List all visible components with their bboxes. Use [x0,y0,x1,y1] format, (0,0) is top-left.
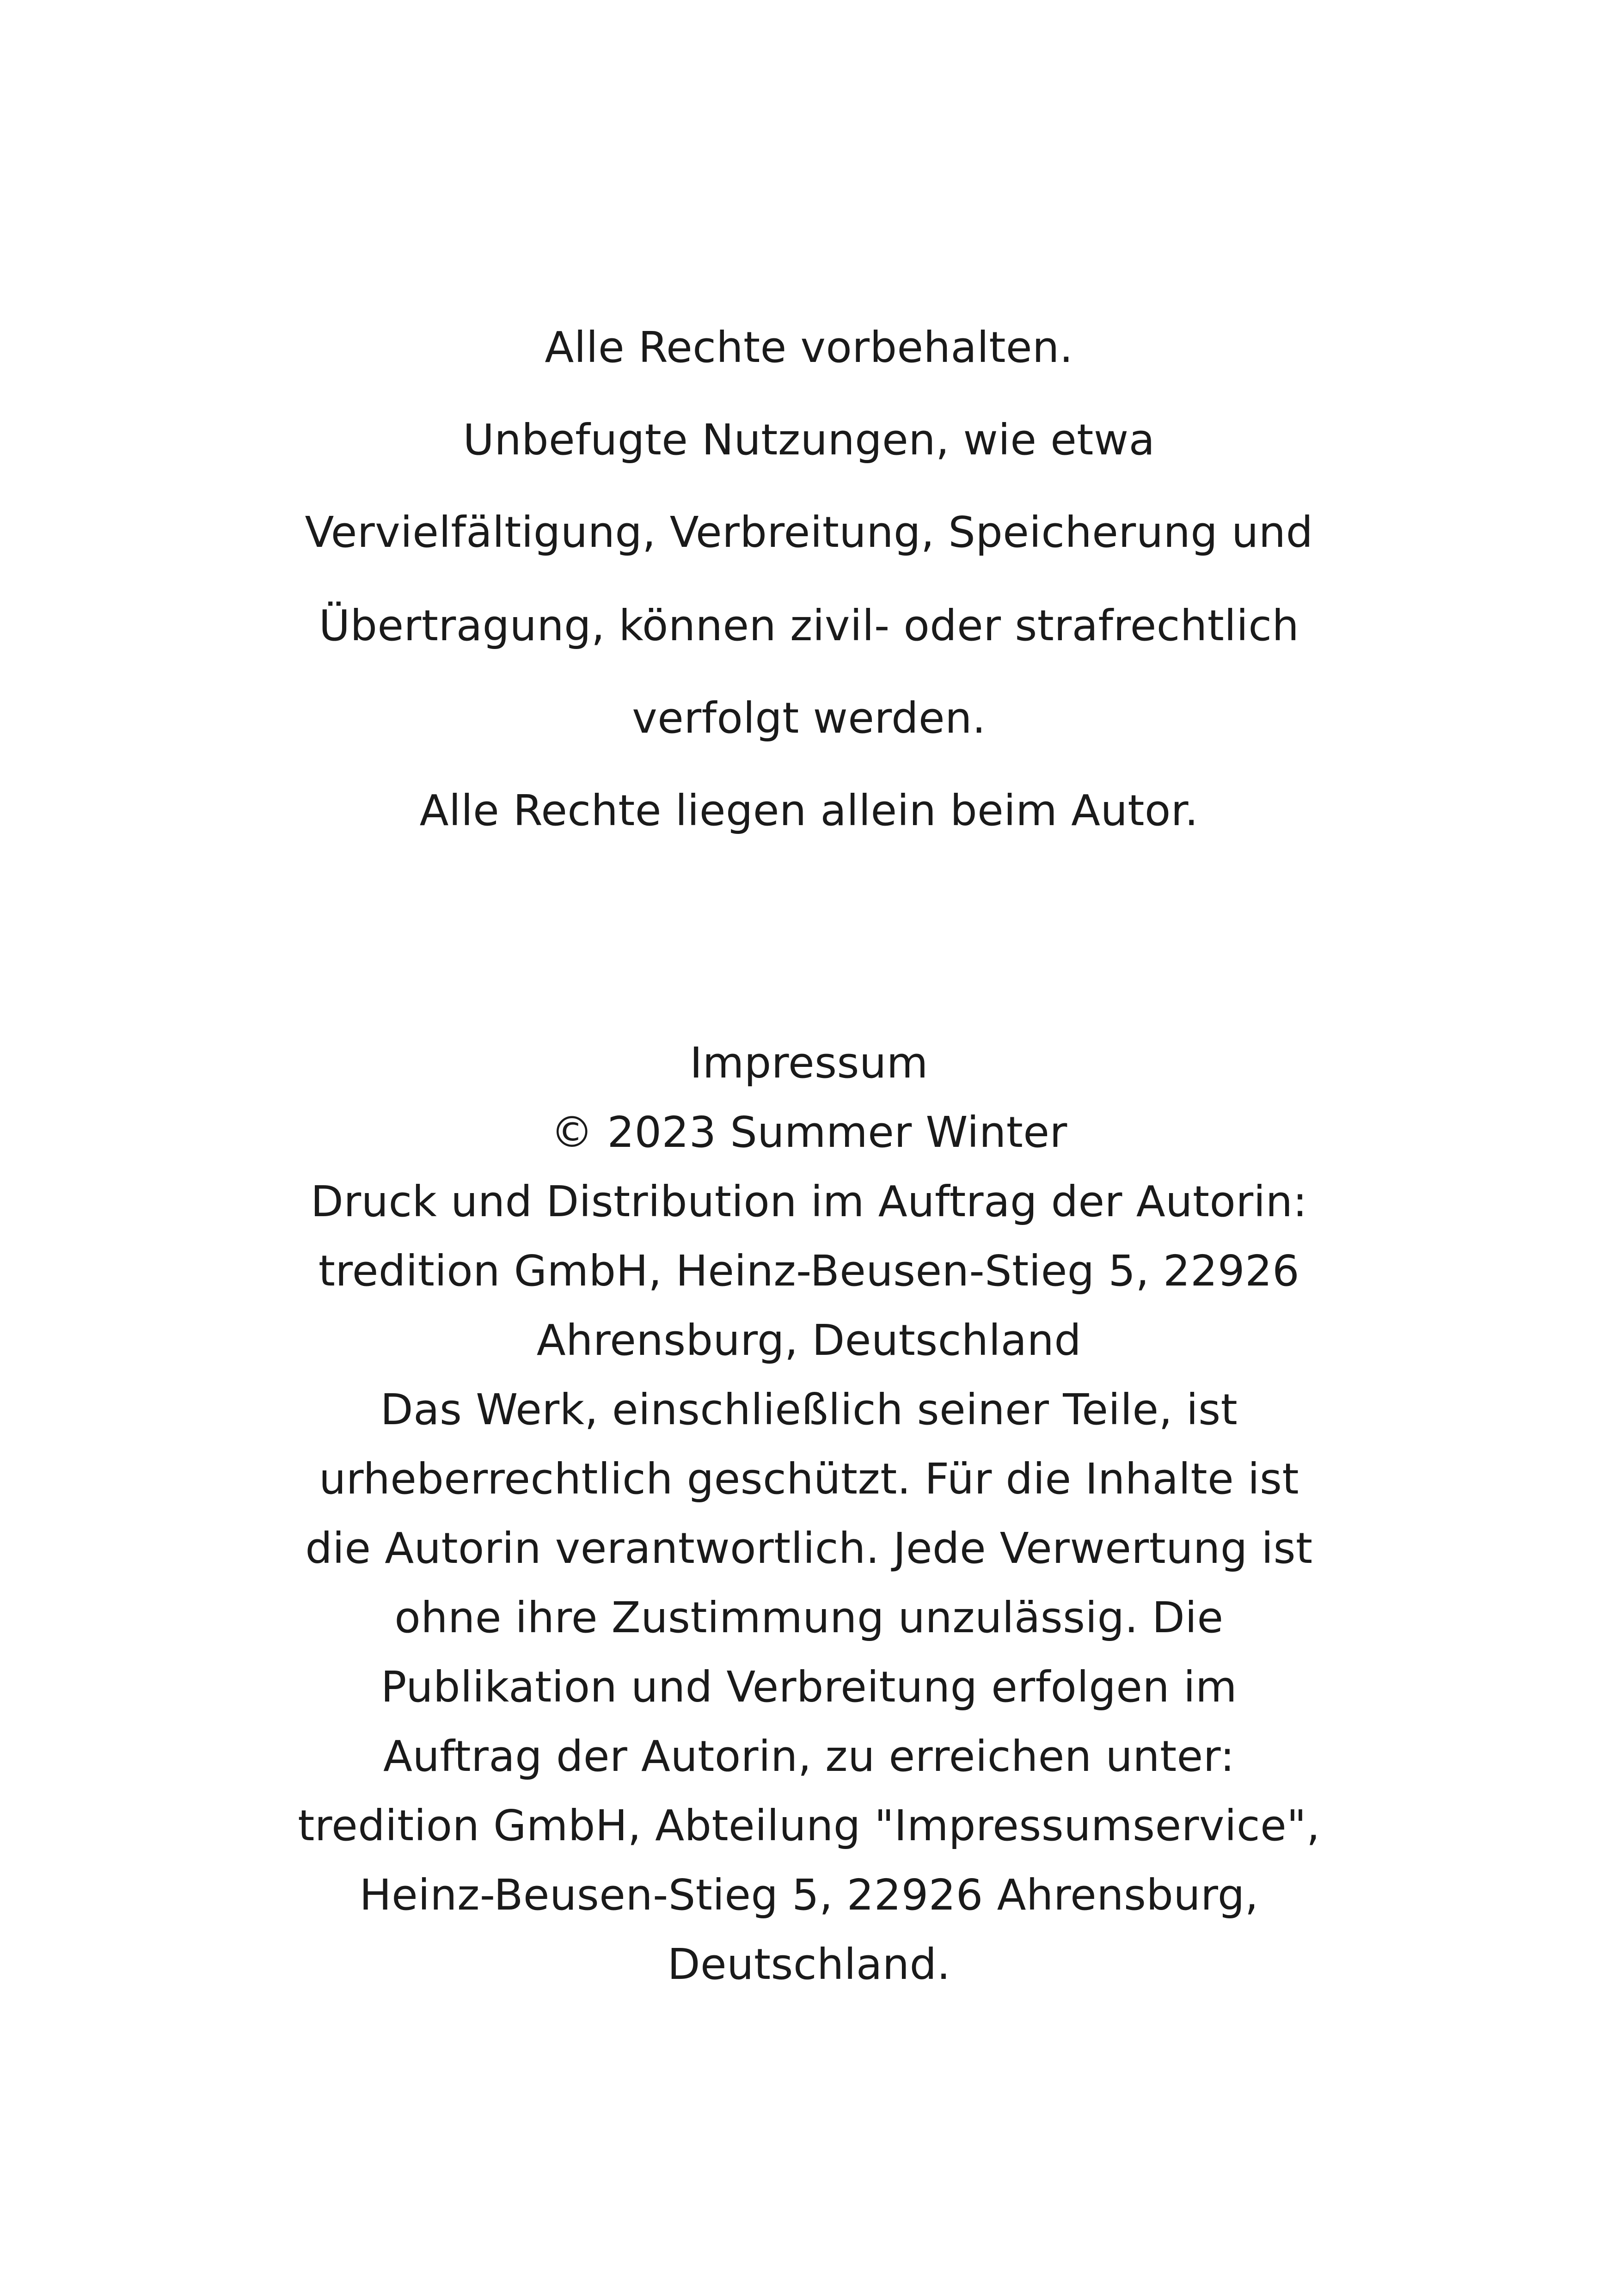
impressum-line: Deutschland. [667,1940,951,1989]
rights-line: Alle Rechte vorbehalten. [545,323,1073,372]
rights-line: Übertragung, können zivil- oder strafrechtlich [319,601,1299,650]
copyright-line: © 2023 Summer Winter [551,1108,1067,1157]
impressum-line: Ahrensburg, Deutschland [536,1316,1082,1365]
impressum-line: Publikation und Verbreitung erfolgen im [380,1662,1238,1712]
impressum-line: die Autorin verantwortlich. Jede Verwertung ist [305,1524,1313,1573]
rights-line: verfolgt werden. [632,693,986,743]
impressum-line: Auftrag der Autorin, zu erreichen unter: [383,1732,1235,1781]
impressum-line: urheberrechtlich geschützt. Für die Inhalte ist [319,1454,1299,1504]
impressum-line: Heinz-Beusen-Stieg 5, 22926 Ahrensburg, [359,1870,1259,1920]
rights-line: Unbefugte Nutzungen, wie etwa [463,415,1155,465]
impressum-line: ohne ihre Zustimmung unzulässig. Die [394,1593,1224,1642]
impressum-title: Impressum [690,1038,928,1088]
impressum-line: tredition GmbH, Abteilung "Impressumservice", [298,1801,1320,1850]
impressum-line: tredition GmbH, Heinz-Beusen-Stieg 5, 22926 [318,1246,1300,1296]
impressum-line: Druck und Distribution im Auftrag der Autorin: [310,1177,1308,1226]
impressum-line: Das Werk, einschließlich seiner Teile, ist [380,1385,1238,1434]
rights-line: Alle Rechte liegen allein beim Autor. [419,786,1199,835]
rights-line: Vervielfältigung, Verbreitung, Speicherung und [305,508,1313,557]
